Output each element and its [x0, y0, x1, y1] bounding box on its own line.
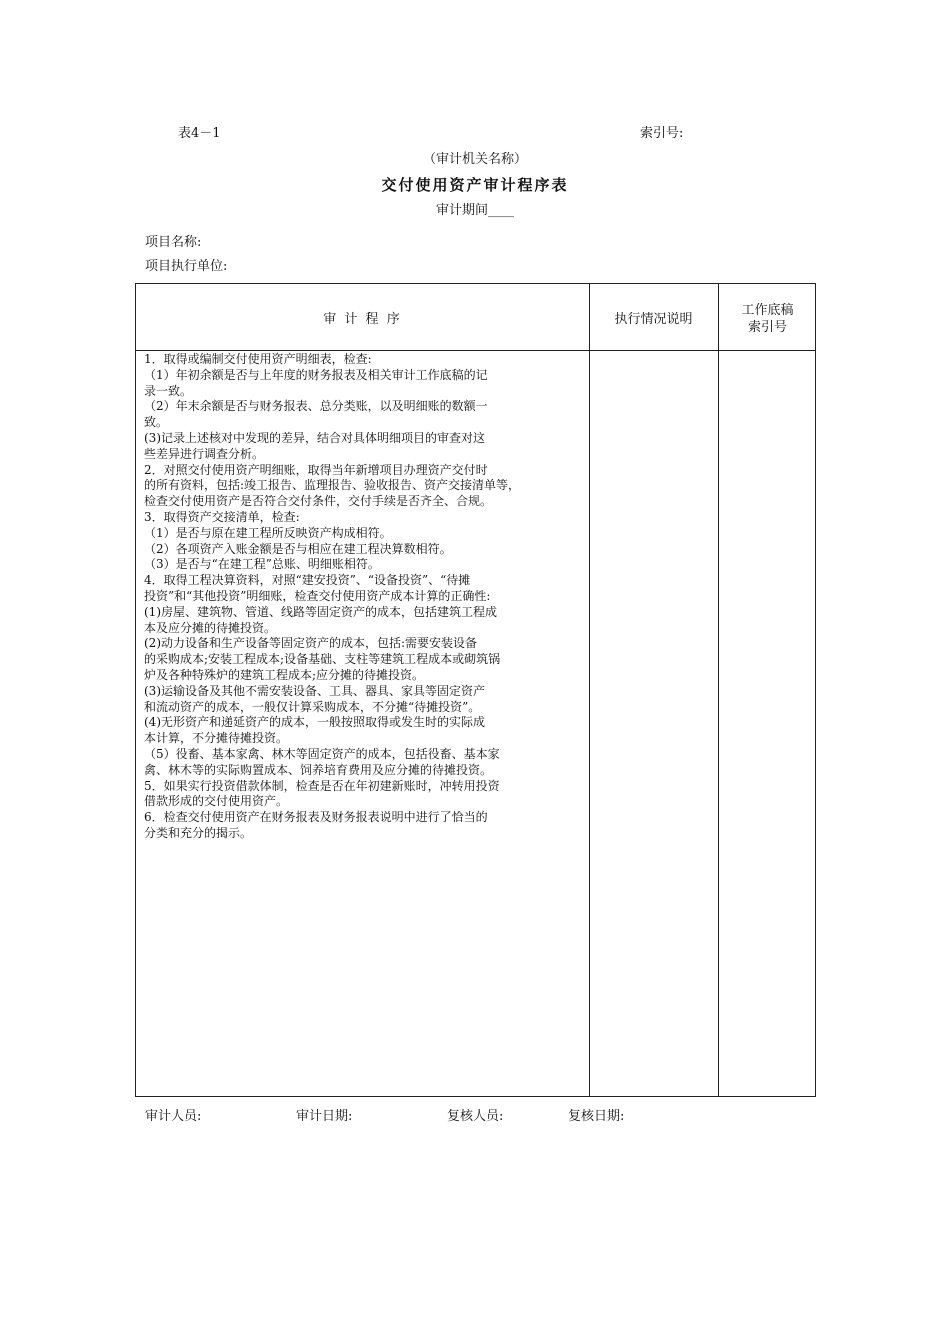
- index-number-label: 索引号:: [640, 126, 684, 141]
- reviewer-label: 复核人员:: [447, 1109, 504, 1124]
- procedure-line: (4)无形资产和递延资产的成本，一般按照取得或发生时的实际成: [144, 715, 486, 730]
- table-number: 表4－1: [178, 126, 221, 141]
- audit-date-label: 审计日期:: [296, 1109, 353, 1124]
- procedure-line: （1）年初余额是否与上年度的财务报表及相关审计工作底稿的记: [144, 367, 488, 382]
- procedure-line: 致。: [144, 415, 169, 430]
- auditor-label: 审计人员:: [145, 1109, 202, 1124]
- audit-procedure-table: [135, 283, 816, 1097]
- procedure-line: （2）年末余额是否与财务报表、总分类账，以及明细账的数额一: [144, 399, 488, 414]
- audit-period: 审计期间____: [435, 203, 514, 218]
- procedure-line: (2)动力设备和生产设备等固定资产的成本，包括:需要安装设备: [144, 636, 478, 651]
- column-header-procedure: 审 计 程 序: [323, 312, 402, 327]
- procedure-line: 2．对照交付使用资产明细账，取得当年新增项目办理资产交付时: [144, 462, 488, 477]
- project-name-label: 项目名称:: [145, 235, 202, 250]
- audit-agency-name: （审计机关名称）: [422, 152, 527, 167]
- procedure-line: 录一致。: [144, 383, 193, 398]
- procedure-line: 5．如果实行投资借款体制，检查是否在年初建新账时，冲转用投资: [144, 778, 500, 793]
- procedure-line: （1）是否与原在建工程所反映资产构成相符。: [144, 525, 392, 540]
- review-date-label: 复核日期:: [568, 1109, 625, 1124]
- procedure-line: （3）是否与“在建工程”总账、明细账相符。: [144, 557, 380, 572]
- procedure-line: (3)记录上述核对中发现的差异，结合对具体明细项目的审查对这: [144, 430, 486, 445]
- procedure-line: 本计算，不分摊待摊投资。: [144, 731, 289, 746]
- procedure-line: 的所有资料，包括:竣工报告、监理报告、验收报告、资产交接清单等，: [144, 478, 521, 493]
- procedure-line: (1)房屋、建筑物、管道、线路等固定资产的成本，包括建筑工程成: [144, 604, 498, 619]
- procedure-line: 分类和充分的揭示。: [144, 825, 253, 840]
- procedure-line: (3)运输设备及其他不需安装设备、工具、器具、家具等固定资产: [144, 683, 486, 698]
- procedure-line: 炉及各种特殊炉的建筑工程成本;应分摊的待摊投资。: [144, 667, 425, 682]
- procedure-line: 些差异进行调查分析。: [144, 446, 265, 461]
- procedure-line: 1．取得或编制交付使用资产明细表，检查:: [144, 352, 372, 366]
- column-header-workpaper-index: [718, 302, 817, 336]
- procedure-line: 检查交付使用资产是否符合交付条件，交付手续是否齐全、合规。: [144, 494, 493, 509]
- procedure-line: 借款形成的交付使用资产。: [144, 794, 289, 809]
- procedure-line: 6．检查交付使用资产在财务报表及财务报表说明中进行了恰当的: [144, 810, 488, 825]
- procedure-line: （2）各项资产入账金额是否与相应在建工程决算数相符。: [144, 541, 452, 556]
- procedure-line: 4．取得工程决算资料，对照“建安投资”、“设备投资”、“待摊: [144, 573, 471, 588]
- document-title: 交付使用资产审计程序表: [381, 176, 569, 194]
- procedure-line: 和流动资产的成本，一般仅计算采购成本，不分摊“待摊投资”。: [144, 699, 481, 714]
- procedure-line: 的采购成本;安装工程成本;设备基础、支柱等建筑工程成本或砌筑锅: [144, 652, 501, 667]
- column-header-execution-notes: 执行情况说明: [614, 312, 693, 327]
- project-unit-label: 项目执行单位:: [145, 259, 228, 274]
- procedure-line: 3．取得资产交接清单，检查:: [144, 509, 300, 524]
- workpaper-index-line-2: 索引号: [747, 320, 787, 335]
- procedure-line: 投资”和“其他投资”明细账，检查交付使用资产成本计算的正确性:: [144, 588, 491, 603]
- column-divider: [718, 284, 719, 1096]
- procedure-text: [144, 352, 584, 842]
- column-divider: [589, 284, 590, 1096]
- workpaper-index-line-1: 工作底稿: [741, 303, 794, 318]
- procedure-line: （5）役畜、基本家禽、林木等固定资产的成本，包括役畜、基本家: [144, 746, 500, 761]
- procedure-line: 禽、林木等的实际购置成本、饲养培育费用及应分摊的待摊投资。: [144, 762, 493, 777]
- procedure-line: 本及应分摊的待摊投资。: [144, 620, 277, 635]
- header-divider: [136, 350, 815, 351]
